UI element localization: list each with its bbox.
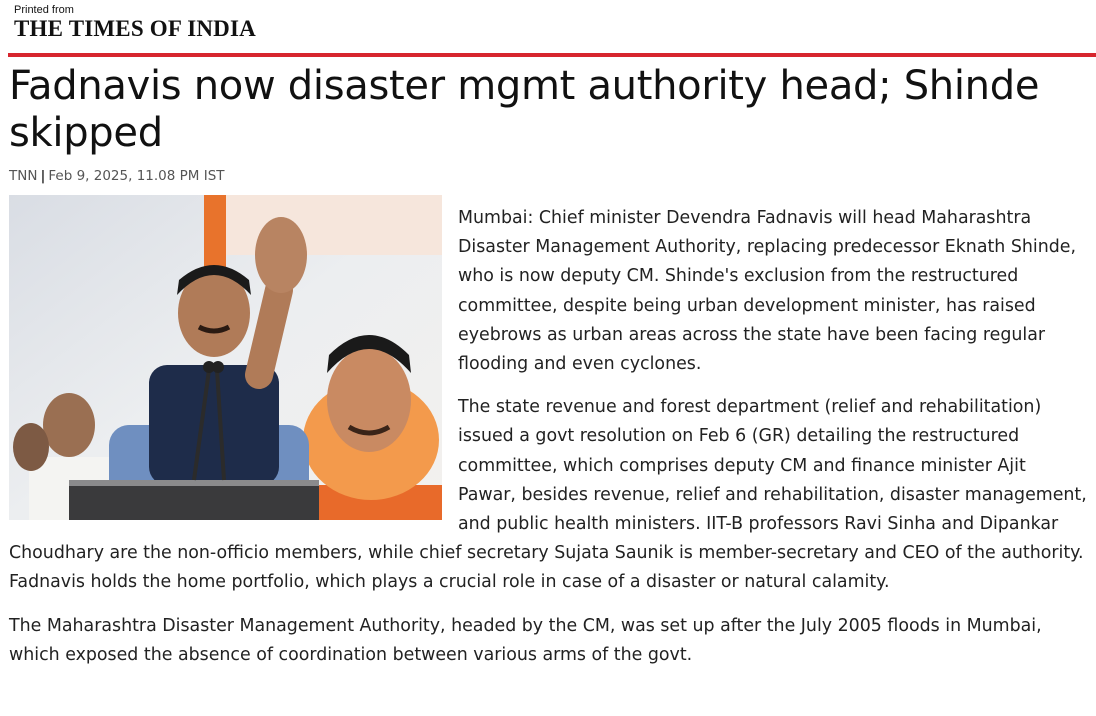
byline: [9, 168, 225, 184]
byline-dateline: Feb 9, 2025, 11.08 PM IST: [48, 168, 225, 184]
byline-source: TNN: [9, 168, 38, 184]
brand-logo: THE TIMES OF INDIA: [14, 16, 256, 41]
photo-illustration: [9, 195, 442, 520]
byline-separator: |: [40, 168, 46, 184]
article-paragraph: Mumbai: Chief minister Devendra Fadnavis will head Maharashtra Disaster Management Authority, replacing predecessor Eknath Shinde, who is now deputy CM. Shinde's exclusion from the restructured committee, despite being urban development minister, has raised eyebrows as urban areas across the state have been facing regular flooding and even cyclones.: [458, 208, 1077, 375]
printed-from-label: Printed from: [14, 4, 74, 16]
masthead: [14, 4, 256, 42]
article-photo: [9, 195, 442, 520]
article-headline: Fadnavis now disaster mgmt authority head; Shinde skipped: [9, 63, 1040, 156]
masthead-divider: [8, 53, 1096, 57]
article-paragraph: The state revenue and forest department (relief and rehabilitation) issued a govt resolution on Feb 6 (GR) detailing the restructured committee, which comprises deputy CM and finance minister Ajit Pawar, besides revenue, relief and rehabilitation, disaster management, and public health ministers. IIT-B professors Ravi Sinha and Dipankar Choudhary are the non-officio members, while chief secretary Sujata Saunik is member-secretary and CEO of the authority. Fadnavis holds the home portfolio, which plays a crucial role in case of a disaster or natural calamity.: [9, 397, 1087, 593]
article-paragraph: The Maharashtra Disaster Management Authority, headed by the CM, was set up after the July 2005 floods in Mumbai, which exposed the absence of coordination between various arms of the govt.: [9, 615, 1042, 665]
article-body: [9, 195, 1089, 684]
